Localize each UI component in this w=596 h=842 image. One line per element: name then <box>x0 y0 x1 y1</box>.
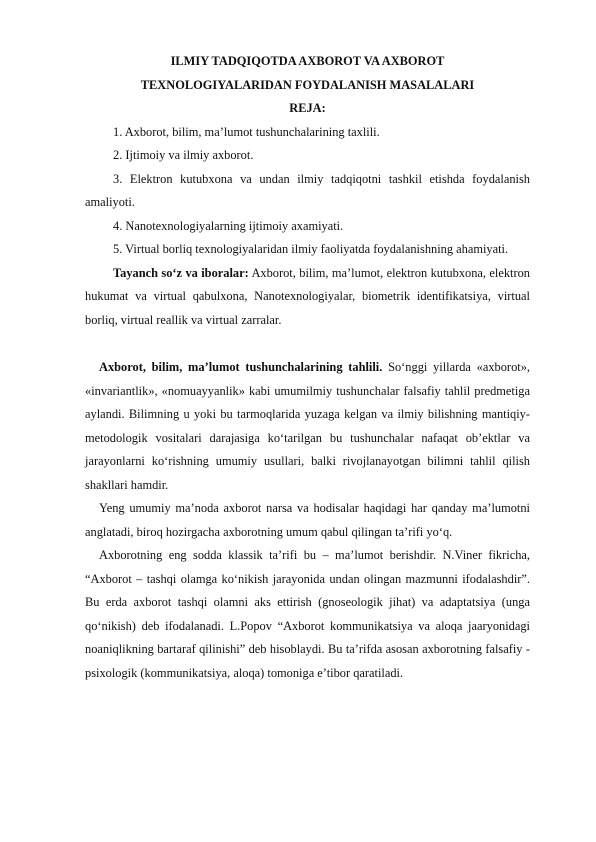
plan-item-1: 1. Axborot, bilim, ma’lumot tushunchalarining taxlili. <box>113 124 380 139</box>
section1-paragraph <box>85 356 530 497</box>
title-line-2: TEXNOLOGIYALARIDAN FOYDALANISH MASALALARI <box>140 77 475 92</box>
plan-item-4: 4. Nanotexnologiyalarning ijtimoiy axamiyati. <box>113 218 344 233</box>
plan-item-3: 3. Elektron kutubxona va undan ilmiy tadqiqotni tashkil etishda foydalanish amaliyoti. <box>85 171 530 209</box>
keywords-paragraph <box>85 262 530 333</box>
paragraph-2: Yeng umumiy ma’noda axborot narsa va hodisalar haqidagi har qanday ma’lumotni anglatadi, biroq hozirgacha axborotning umum qabul qilingan ta’rifi yo‘q. <box>85 501 530 539</box>
paragraph-3: Axborotning eng sodda klassik ta’rifi bu – ma’lumot berishdir. N.Viner fikricha, “Axborot – tashqi olamga ko‘nikish jarayonida undan olingan mazmunni ifodalashdir”. Bu erda axborot tashqi olamni aks ettirish (gnoseologik jihat) va adaptatsiya (unga qo‘nikish) deb ifodalanadi. L.Popov “Axborot kommunikatsiya va aloqa jaaryonidagi noaniqlikning bartaraf qilinishi” deb hisoblaydi. Bu ta’rifda asosan axborotning falsafiy -psixologik (kommunikatsiya, aloqa) tomoniga e’tibor qaratiladi. <box>85 548 530 680</box>
plan-heading: REJA: <box>289 101 326 115</box>
plan-item-2: 2. Ijtimoiy va ilmiy axborot. <box>113 148 254 162</box>
section1-text: So‘nggi yillarda «axborot», «invariantlik», «nomuayyanlik» kabi umumilmiy tushunchalar falsafiy tahlil predmetiga aylandi. Bilimning u yoki bu tarmoqlarida yuzaga kelgan va ilmiy bilishning mantiqiy-metodologik vositalari darajasiga ko‘tarilgan bu tushunchalar nafaqat ob’ektlar va jarayonlarni ko‘rishning umumiy usullari, balki rivojlanayotgan bilimni tahlil qilish shakllari hamdir. <box>85 360 530 492</box>
keywords-label: Tayanch so‘z va iboralar: <box>113 265 249 280</box>
section1-heading: Axborot, bilim, ma’lumot tushunchalarining tahlili. <box>99 360 383 374</box>
plan-item-5: 5. Virtual borliq texnologiyalaridan ilmiy faoliyatda foydalanishning ahamiyati. <box>113 242 509 256</box>
section-gap <box>85 332 530 356</box>
document-page <box>85 50 530 685</box>
title-line-1: ILMIY TADQIQOTDA AXBOROT VA AXBOROT <box>170 54 445 68</box>
document-title <box>85 50 530 97</box>
keywords-text: Axborot, bilim, ma’lumot, elektron kutubxona, elektron hukumat va virtual qabulxona, Nanotexnologiyalar, biometrik identifikatsiya, virtual borliq, virtual reallik va virtual zarralar. <box>85 265 530 327</box>
